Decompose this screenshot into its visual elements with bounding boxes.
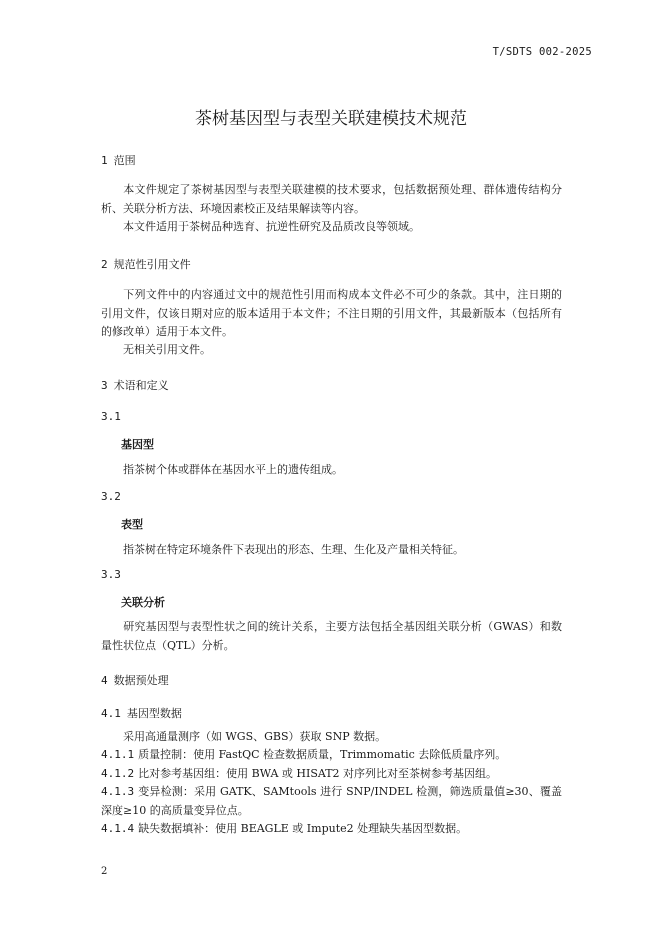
term-name: 基因型 — [121, 438, 154, 451]
section-1-heading — [101, 152, 136, 168]
section-4-heading — [101, 672, 169, 688]
clause-text: 比对参考基因组：使用 BWA 或 HISAT2 对序列比对至茶树参考基因组。 — [138, 767, 498, 780]
clause-4-1-1 — [101, 746, 562, 762]
term-definition — [101, 461, 562, 480]
page-number: 2 — [101, 866, 108, 877]
section-number: 3 — [101, 379, 108, 392]
definition-text: 指茶树在特定环境条件下表现出的形态、生理、生化及产量相关特征。 — [123, 543, 464, 556]
subsection-4-1-heading — [101, 705, 182, 721]
term-number: 3.1 — [101, 410, 121, 423]
clause-text: 缺失数据填补：使用 BEAGLE 或 Impute2 处理缺失基因型数据。 — [138, 822, 468, 835]
document-code: T/SDTS 002-2025 — [492, 46, 592, 58]
section-title: 规范性引用文件 — [113, 258, 191, 271]
section-title: 数据预处理 — [113, 674, 169, 687]
paragraph-text: 采用高通量测序（如 WGS、GBS）获取 SNP 数据。 — [123, 730, 387, 743]
section-number: 1 — [101, 154, 108, 167]
section-2-paragraph-1 — [101, 286, 562, 342]
clause-number: 4.1.2 — [101, 767, 135, 780]
clause-number: 4.1.1 — [101, 748, 135, 761]
clause-text: 变异检测：采用 GATK、SAMtools 进行 SNP/INDEL 检测，筛选质量值≥30、覆盖深度≥10 的高质量变异位点。 — [101, 785, 562, 817]
term-definition — [101, 618, 562, 655]
term-number: 3.3 — [101, 568, 121, 581]
section-2-paragraph-2 — [101, 341, 562, 360]
subsection-4-1-intro — [101, 728, 562, 747]
clause-4-1-2 — [101, 765, 562, 781]
section-3-heading — [101, 377, 169, 393]
clause-text: 质量控制：使用 FastQC 检查数据质量，Trimmomatic 去除低质量序列。 — [138, 748, 507, 761]
section-title: 术语和定义 — [113, 379, 169, 392]
term-name: 关联分析 — [121, 596, 165, 609]
paragraph-text: 本文件适用于茶树品种选育、抗逆性研究及品质改良等领域。 — [123, 220, 420, 233]
paragraph-text: 下列文件中的内容通过文中的规范性引用而构成本文件必不可少的条款。其中，注日期的引用文件，仅该日期对应的版本适用于本文件；不注日期的引用文件，其最新版本（包括所有的修改单）适用于本文件。 — [101, 288, 562, 338]
clause-4-1-4 — [101, 820, 562, 836]
section-1-paragraph-2 — [101, 218, 562, 237]
term-definition — [101, 541, 562, 560]
section-number: 2 — [101, 258, 108, 271]
section-2-heading — [101, 256, 191, 272]
term-number: 3.2 — [101, 490, 121, 503]
section-1-paragraph-1 — [101, 181, 562, 218]
subsection-number: 4.1 — [101, 707, 121, 720]
clause-number: 4.1.4 — [101, 822, 135, 835]
clause-number: 4.1.3 — [101, 785, 135, 798]
definition-text: 研究基因型与表型性状之间的统计关系，主要方法包括全基因组关联分析（GWAS）和数量性状位点（QTL）分析。 — [101, 620, 562, 652]
paragraph-text: 无相关引用文件。 — [123, 343, 211, 356]
term-name: 表型 — [121, 518, 143, 531]
section-title: 范围 — [113, 154, 136, 167]
paragraph-text: 本文件规定了茶树基因型与表型关联建模的技术要求，包括数据预处理、群体遗传结构分析、关联分析方法、环境因素校正及结果解读等内容。 — [101, 183, 562, 215]
document-title: 茶树基因型与表型关联建模技术规范 — [195, 109, 467, 129]
subsection-title: 基因型数据 — [126, 707, 182, 720]
clause-4-1-3 — [101, 783, 562, 820]
definition-text: 指茶树个体或群体在基因水平上的遗传组成。 — [123, 463, 343, 476]
section-number: 4 — [101, 674, 108, 687]
